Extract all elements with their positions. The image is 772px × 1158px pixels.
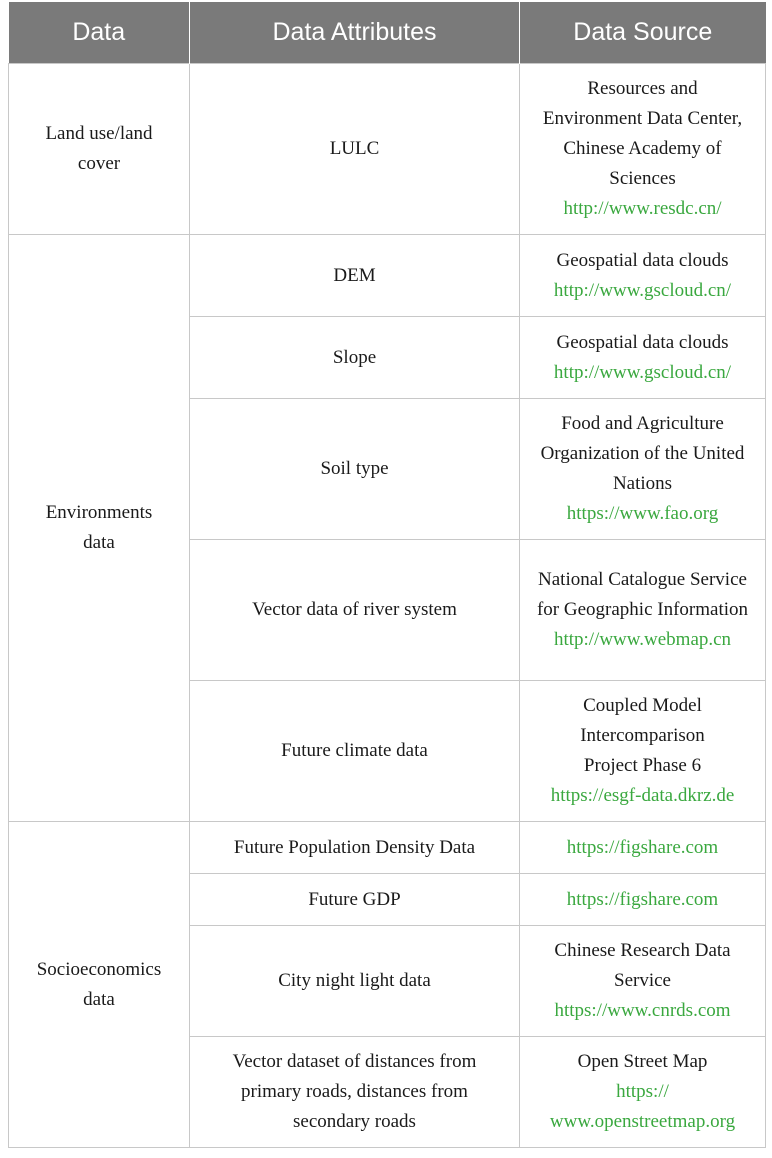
source-name: National Catalogue Service for Geographic Information [536, 569, 749, 620]
source-name: Geospatial data clouds [556, 249, 729, 271]
source-name: Geospatial data clouds [556, 331, 729, 353]
source-cell [520, 926, 766, 1037]
header-data: Data [9, 2, 190, 64]
table-row [9, 822, 766, 874]
source-name: Food and Agriculture Organization of the United Nations [540, 413, 745, 494]
source-cell [520, 874, 766, 926]
source-link[interactable]: http://www.gscloud.cn/ [553, 279, 732, 301]
source-cell [520, 1037, 766, 1148]
source-name: Open Street Map [577, 1051, 708, 1072]
table-row [9, 235, 766, 317]
source-cell [520, 235, 766, 317]
attr-cell: Future Population Density Data [190, 822, 520, 874]
source-cell [520, 399, 766, 540]
header-row [9, 2, 766, 64]
data-table-container [8, 2, 765, 1148]
attr-cell: DEM [190, 235, 520, 317]
table-row [9, 64, 766, 235]
source-link[interactable]: https:// www.openstreetmap.org [549, 1081, 736, 1132]
source-link[interactable]: https://www.cnrds.com [554, 1000, 731, 1021]
attr-cell: LULC [190, 64, 520, 235]
group-socioeconomics: Socioeconomics data [9, 822, 190, 1148]
attr-cell: Vector dataset of distances from primary roads, distances from secondary roads [190, 1037, 520, 1148]
group-environments: Environments data [9, 235, 190, 822]
source-link[interactable]: http://www.gscloud.cn/ [553, 361, 732, 383]
source-name: Coupled Model Intercomparison Project Phase 6 [580, 695, 705, 776]
header-data-attributes: Data Attributes [190, 2, 520, 64]
data-sources-table [8, 2, 766, 1148]
source-cell [520, 822, 766, 874]
source-link[interactable]: https://esgf-data.dkrz.de [550, 785, 735, 806]
attr-cell: Slope [190, 317, 520, 399]
attr-cell: City night light data [190, 926, 520, 1037]
attr-cell: Soil type [190, 399, 520, 540]
source-link[interactable]: http://www.webmap.cn [553, 629, 732, 650]
attr-cell: Future GDP [190, 874, 520, 926]
source-cell [520, 317, 766, 399]
source-link[interactable]: https://figshare.com [566, 836, 719, 858]
source-cell [520, 64, 766, 235]
source-name: Resources and Environment Data Center, Chinese Academy of Sciences [542, 78, 743, 189]
source-link[interactable]: https://figshare.com [566, 888, 719, 910]
source-name: Chinese Research Data Service [554, 940, 731, 991]
attr-cell: Vector data of river system [190, 540, 520, 681]
source-cell [520, 681, 766, 822]
group-land-use: Land use/land cover [9, 64, 190, 235]
source-cell [520, 540, 766, 681]
attr-cell: Future climate data [190, 681, 520, 822]
source-link[interactable]: https://www.fao.org [566, 503, 719, 524]
header-data-source: Data Source [520, 2, 766, 64]
source-link[interactable]: http://www.resdc.cn/ [563, 198, 722, 219]
